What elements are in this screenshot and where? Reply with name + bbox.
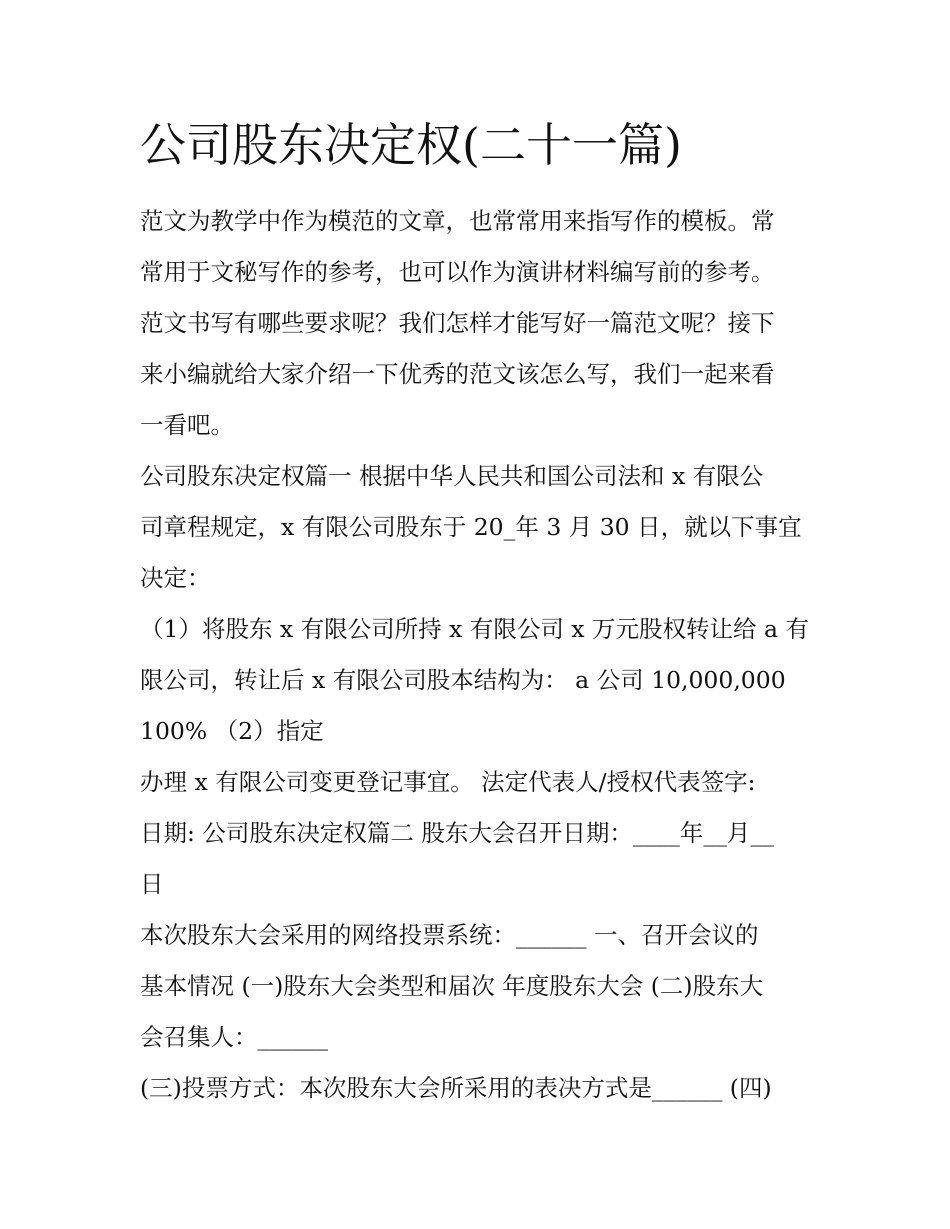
body-line-15: 本次股东大会采用的网络投票系统：______ 一、召开会议的 [140, 921, 759, 949]
body-line-9: （1）将股东 x 有限公司所持 x 有限公司 x 万元股权转让给 a 有 [140, 615, 809, 643]
body-line-1: 范文为教学中作为模范的文章，也常常用来指写作的模板。常 [140, 207, 775, 235]
body-line-2: 常用于文秘写作的参考，也可以作为演讲材料编写前的参考。 [140, 258, 775, 286]
body-line-4: 来小编就给大家介绍一下优秀的范文该怎么写，我们一起来看 [140, 360, 775, 388]
body-line-18: (三)投票方式：本次股东大会所采用的表决方式是______ (四) [140, 1074, 772, 1102]
body-line-10: 限公司，转让后 x 有限公司股本结构为： a 公司 10,000,000 [140, 666, 786, 694]
body-line-14: 日 [140, 870, 164, 898]
body-line-11: 100% （2）指定 [140, 717, 324, 745]
body-line-7: 司章程规定，x 有限公司股东于 20_年 3 月 30 日，就以下事宜 [140, 513, 802, 541]
body-line-5: 一看吧。 [140, 411, 234, 439]
body-line-3: 范文书写有哪些要求呢？我们怎样才能写好一篇范文呢？接下 [140, 309, 775, 337]
body-line-6: 公司股东决定权篇一 根据中华人民共和国公司法和 x 有限公 [140, 462, 764, 490]
body-line-17: 会召集人：______ [140, 1023, 328, 1051]
body-line-8: 决定： [140, 564, 211, 592]
body-line-16: 基本情况 (一)股东大会类型和届次 年度股东大会 (二)股东大 [140, 972, 764, 1000]
body-line-13: 日期: 公司股东决定权篇二 股东大会召开日期：____年__月__ [140, 819, 774, 847]
document-title: 公司股东决定权(二十一篇) [140, 118, 682, 172]
body-line-12: 办理 x 有限公司变更登记事宜。 法定代表人/授权代表签字: [140, 768, 756, 796]
